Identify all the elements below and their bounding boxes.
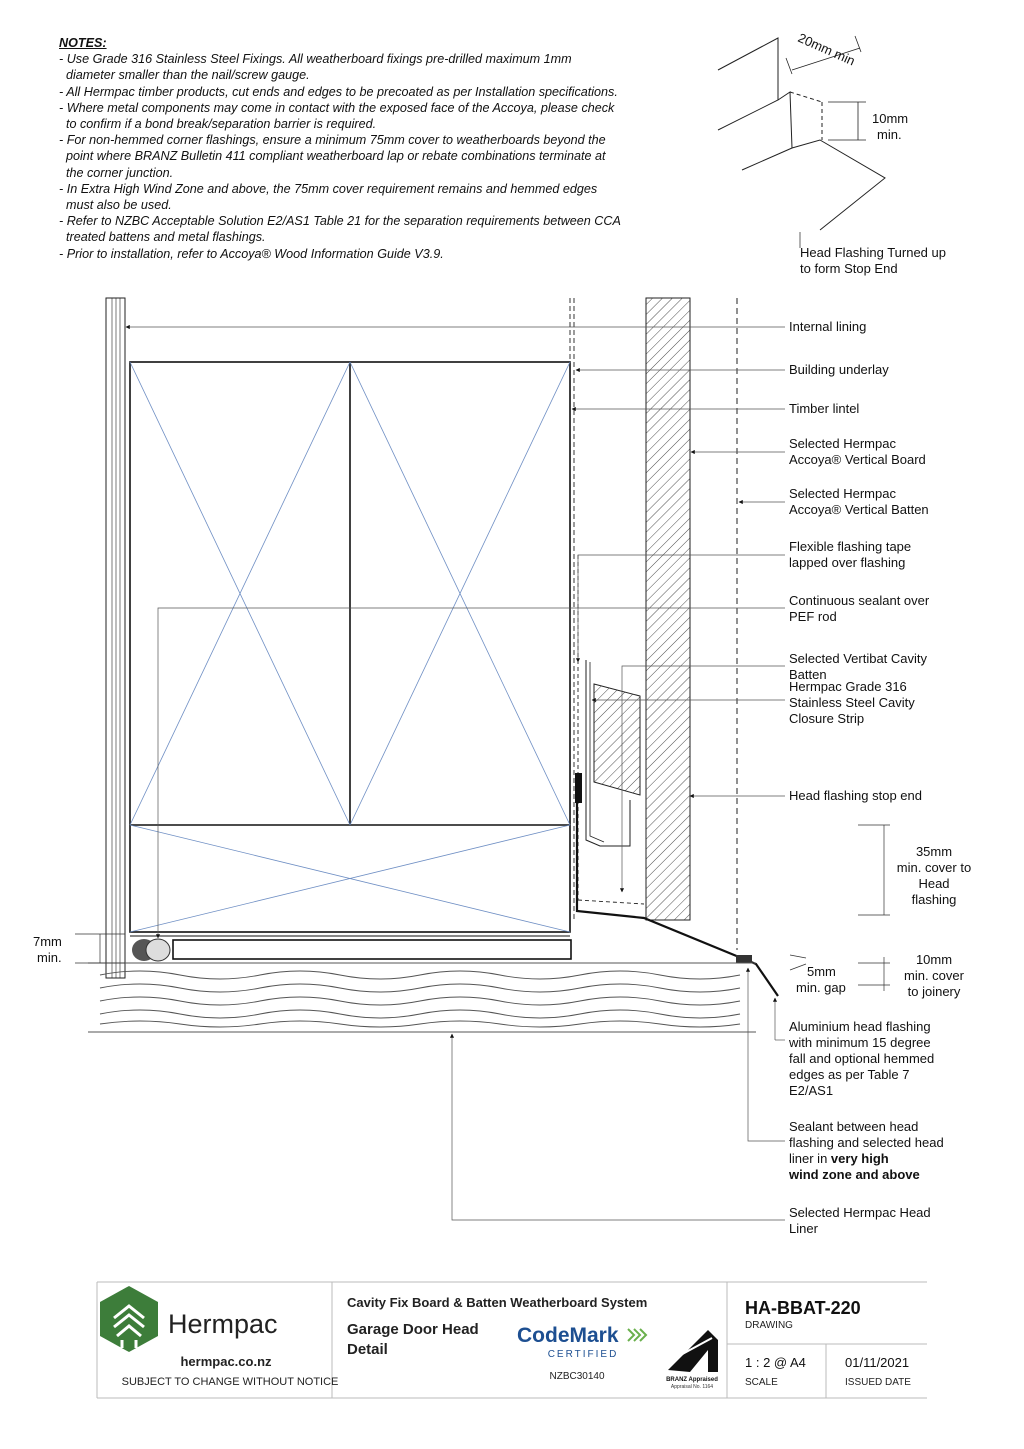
issued-date-value: 01/11/2021 (845, 1355, 910, 1370)
note-line: - Use Grade 316 Stainless Steel Fixings. All weatherboard fixings pre-drilled maximum 1mm (59, 52, 572, 67)
label-alu-3: fall and optional hemmed (789, 1051, 935, 1066)
label-timber-lintel: Timber lintel (789, 401, 860, 416)
label-sealant-pef-1: Continuous sealant over (789, 593, 930, 608)
scale-label: SCALE (745, 1377, 778, 1388)
label-alu-1: Aluminium head flashing (789, 1019, 931, 1034)
note-line: - All Hermpac timber products, cut ends and edges to be precoated as per Installation specifications. (59, 84, 618, 99)
label-sealant-liner-3 (789, 1151, 889, 1166)
note-line: diameter smaller than the nail/screw gauge. (59, 68, 310, 83)
notes-title: NOTES: (59, 36, 107, 50)
note-line: point where BRANZ Bulletin 411 compliant weatherboard lap or rebate combinations terminate at (59, 149, 606, 164)
subject-to-change-notice: SUBJECT TO CHANGE WITHOUT NOTICE (121, 1376, 339, 1388)
label-gap5-2: min. gap (796, 980, 846, 995)
label-building-underlay: Building underlay (789, 362, 889, 377)
inset-dim-10mm: 10mm (872, 111, 909, 126)
label-vertical-batten-2: Accoya® Vertical Batten (789, 502, 929, 517)
label-alu-4: edges as per Table 7 (789, 1067, 910, 1082)
note-line: - Refer to NZBC Acceptable Solution E2/AS1 Table 21 for the separation requirements between CCA (59, 214, 621, 229)
label-vertibat-2: Batten (789, 667, 827, 682)
head-liner-board (88, 963, 756, 1032)
note-line: - Prior to installation, refer to Accoya® Wood Information Guide V3.9. (59, 246, 444, 261)
label-sealant-liner-3a: liner in (789, 1151, 831, 1166)
note-line: the corner junction. (59, 165, 174, 180)
vertical-board (646, 298, 737, 950)
note-line: to confirm if a bond break/separation barrier is required. (59, 117, 377, 132)
label-stop-end: Head flashing stop end (789, 788, 922, 803)
branz-appraised-text: BRANZ Appraised (666, 1377, 718, 1383)
vertibat-cavity-batten (586, 660, 640, 846)
note-line: treated battens and metal flashings. (59, 230, 266, 245)
detail-title-line2: Detail (347, 1341, 388, 1358)
inset-dim-min: min. (877, 127, 902, 142)
label-vertibat-1: Selected Vertibat Cavity (789, 651, 928, 666)
label-closure-1: Hermpac Grade 316 (789, 679, 907, 694)
label-dim7-1: 7mm (33, 934, 62, 949)
detail-title-line1: Garage Door Head (347, 1321, 479, 1338)
label-gap5-1: 5mm (807, 964, 836, 979)
note-line: - In Extra High Wind Zone and above, the 75mm cover requirement remains and hemmed edges (59, 181, 598, 196)
door-head-liner-assembly (130, 936, 571, 961)
codemark-certified: CERTIFIED (547, 1349, 619, 1360)
label-sealant-liner-2: flashing and selected head (789, 1135, 944, 1150)
codemark-logo (517, 1324, 646, 1360)
label-cover10-3: to joinery (907, 984, 961, 999)
label-head-liner-2: Liner (789, 1221, 818, 1236)
timber-lintel (130, 362, 570, 932)
label-vertical-board-1: Selected Hermpac (789, 436, 896, 451)
label-cover10-1: 10mm (915, 952, 953, 967)
brand-name: Hermpac (168, 1309, 278, 1339)
drawing-number: HA-BBAT-220 (745, 1298, 861, 1318)
internal-lining (106, 298, 125, 978)
scale-value: 1 : 2 @ A4 (745, 1355, 806, 1370)
codemark-wordmark: CodeMark (517, 1324, 619, 1347)
label-flashing-tape-2: lapped over flashing (789, 555, 906, 570)
inset-caption-line2: to form Stop End (800, 261, 898, 276)
stop-end-inset (718, 36, 885, 248)
hermpac-logo-icon (100, 1286, 158, 1352)
label-sealant-liner-1: Sealant between head (789, 1119, 919, 1134)
label-sealant-liner-3b: very high (830, 1151, 889, 1166)
label-alu-5: E2/AS1 (789, 1083, 834, 1098)
label-head-liner-1: Selected Hermpac Head (789, 1205, 931, 1220)
inset-dim-20mm: 20mm min (795, 30, 858, 69)
dimension-marks (75, 825, 890, 991)
certificate-number: NZBC30140 (549, 1371, 605, 1382)
branz-appraised-logo-icon (664, 1330, 718, 1372)
drawing-label: DRAWING (745, 1320, 793, 1331)
label-closure-2: Stainless Steel Cavity (789, 695, 915, 710)
branz-appraisal-number: Appraisal No. 1164 (670, 1384, 714, 1390)
label-sealant-liner-4: wind zone and above (789, 1167, 920, 1182)
label-vertical-batten-1: Selected Hermpac (789, 486, 896, 501)
note-line: - For non-hemmed corner flashings, ensure a minimum 75mm cover to weatherboards beyond the (59, 133, 606, 148)
label-cover35-3: Head (918, 876, 950, 891)
brand-website: hermpac.co.nz (180, 1354, 272, 1369)
note-line: must also be used. (59, 198, 172, 213)
label-closure-3: Closure Strip (789, 711, 865, 726)
label-alu-2: with minimum 15 degree (789, 1035, 931, 1050)
codemark-chevrons-icon (628, 1329, 646, 1341)
label-dim7-2: min. (37, 950, 62, 965)
label-cover10-2: min. cover (904, 968, 964, 983)
system-name: Cavity Fix Board & Batten Weatherboard System (347, 1295, 648, 1310)
issued-date-label: ISSUED DATE (845, 1377, 911, 1388)
label-vertical-board-2: Accoya® Vertical Board (789, 452, 926, 467)
label-cover35-1: 35mm (915, 844, 953, 859)
label-cover35-2: min. cover to (896, 860, 972, 875)
label-cover35-4: flashing (911, 892, 957, 907)
label-sealant-pef-2: PEF rod (789, 609, 837, 624)
label-internal-lining: Internal lining (789, 319, 867, 334)
label-flashing-tape-1: Flexible flashing tape (789, 539, 912, 554)
note-line: - Where metal components may come in contact with the exposed face of the Accoya, please check (59, 100, 615, 115)
inset-caption-line1: Head Flashing Turned up (800, 245, 946, 260)
